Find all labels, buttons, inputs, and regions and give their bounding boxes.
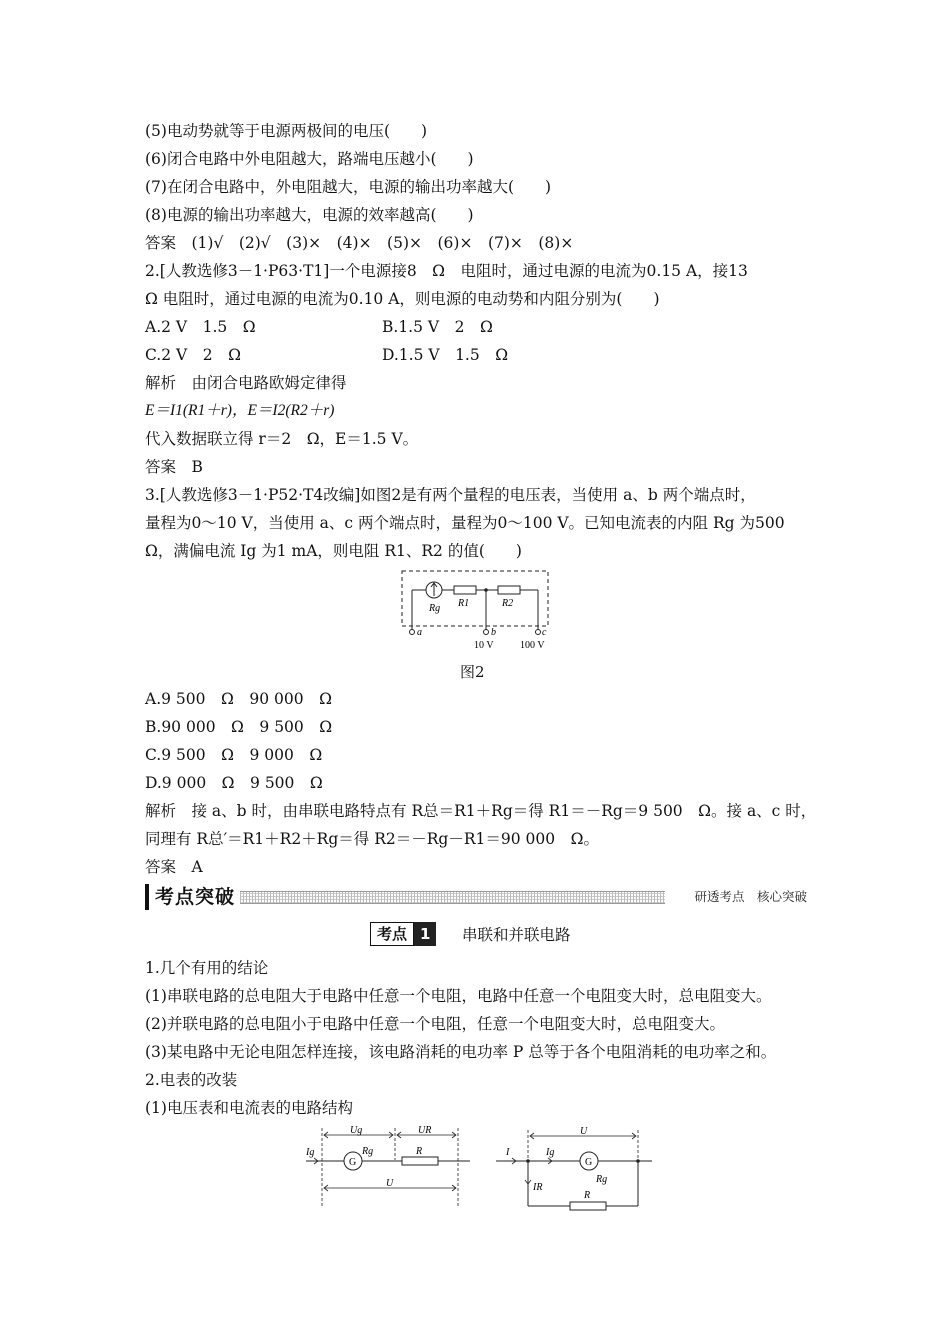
key-point-title: 串联和并联电路 xyxy=(462,926,571,944)
label-r-right: R xyxy=(584,1190,591,1201)
q3-analysis-line2: 同理有 R总′＝R1＋R2＋Rg＝得 R2＝－Rg－R1＝90 000 Ω。 xyxy=(145,830,599,848)
q3-option-c: C.9 500 Ω 9 000 Ω xyxy=(145,746,323,764)
q3-answer: 答案 A xyxy=(145,858,203,876)
q3-stem-line1: 3.[人教选修3－1·P52·T4改编]如图2是有两个量程的电压表，当使用 a、b 两个端点时， xyxy=(145,486,756,504)
key-point-number: 1 xyxy=(414,922,436,946)
resistor-r2 xyxy=(498,586,520,594)
q3-stem-line2: 量程为0～10 V，当使用 a、c 两个端点时，量程为0～100 V。已知电流表的内阻 Rg 为500 xyxy=(145,514,785,532)
dashed-boundary xyxy=(402,571,548,626)
label-u-left: U xyxy=(386,1178,394,1189)
label-r2: R2 xyxy=(502,598,514,609)
label-ur: UR xyxy=(418,1125,432,1136)
q3-option-b: B.90 000 Ω 9 500 Ω xyxy=(145,718,333,736)
statement-5: (5)电动势就等于电源两极间的电压( ) xyxy=(145,122,428,140)
q2-stem-line1: 2.[人教选修3－1·P63·T1]一个电源接8 Ω 电阻时，通过电源的电流为0.15 A，接13 xyxy=(145,262,748,280)
label-r-left: R xyxy=(416,1146,423,1157)
q2-answer: 答案 B xyxy=(145,458,203,476)
meter-circuit-structure: (1)电压表和电流表的电路结构 xyxy=(145,1099,353,1117)
label-i: I xyxy=(506,1147,510,1158)
banner-decoration xyxy=(240,891,665,904)
conclusion-3: (3)某电路中无论电阻怎样连接，该电路消耗的电功率 P 总等于各个电阻消耗的电功率之和。 xyxy=(145,1043,777,1061)
heading-meter-modification: 2.电表的改装 xyxy=(145,1071,238,1089)
figure-2-caption: 图2 xyxy=(460,663,485,681)
key-point-badge xyxy=(370,922,436,946)
q2-option-c: C.2 V 2 Ω xyxy=(145,346,241,364)
label-rg-right: Rg xyxy=(596,1174,608,1185)
statement-8: (8)电源的输出功率越大，电源的效率越高( ) xyxy=(145,206,474,224)
label-ir: IR xyxy=(533,1182,543,1193)
label-rg-left: Rg xyxy=(362,1146,374,1157)
key-point-label: 考点 xyxy=(370,922,414,946)
label-c: c xyxy=(542,627,547,638)
terminal-b xyxy=(484,630,489,635)
terminal-c xyxy=(536,630,541,635)
section-banner xyxy=(145,884,815,910)
statement-6: (6)闭合电路中外电阻越大，路端电压越小( ) xyxy=(145,150,474,168)
terminal-a xyxy=(410,630,415,635)
section-title: 考点突破 xyxy=(145,884,241,910)
resistor-r1 xyxy=(454,586,476,594)
label-r1: R1 xyxy=(458,598,470,609)
conclusion-1: (1)串联电路的总电阻大于电路中任意一个电阻，电路中任意一个电阻变大时，总电阻变大。 xyxy=(145,987,772,1005)
q3-option-d: D.9 000 Ω 9 500 Ω xyxy=(145,774,323,792)
section-subtitle: 研透考点 核心突破 xyxy=(694,889,807,904)
meter-circuit-diagrams xyxy=(300,1124,660,1216)
q3-analysis-line1: 解析 接 a、b 时，由串联电路特点有 R总＝R1＋Rg＝得 R1＝－Rg＝9 500 Ω。接 a、c 时， xyxy=(145,802,817,820)
label-g-left: G xyxy=(349,1157,357,1168)
q2-option-b: B.1.5 V 2 Ω xyxy=(382,318,493,336)
label-b: b xyxy=(491,627,496,638)
label-ig-left: Ig xyxy=(306,1147,315,1158)
q2-equation-1: E＝I1(R1＋r)，E＝I2(R2＋r) xyxy=(145,402,335,419)
label-u-right: U xyxy=(580,1126,588,1137)
resistor-parallel xyxy=(570,1202,606,1210)
figure-2-voltmeter-diagram xyxy=(398,568,554,656)
q2-equation-2: 代入数据联立得 r＝2 Ω，E＝1.5 V。 xyxy=(145,430,419,448)
conclusion-2: (2)并联电路的总电阻小于电路中任意一个电阻，任意一个电阻变大时，总电阻变大。 xyxy=(145,1015,725,1033)
label-ug: Ug xyxy=(350,1125,363,1136)
q1-answer: 答案 (1)√ (2)√ (3)× (4)× (5)× (6)× (7)× (8)× xyxy=(145,234,574,252)
heading-useful-conclusions: 1.几个有用的结论 xyxy=(145,959,269,977)
q2-option-d: D.1.5 V 1.5 Ω xyxy=(382,346,509,364)
resistor-series xyxy=(402,1157,438,1165)
label-rg: Rg xyxy=(429,603,441,614)
label-10v: 10 V xyxy=(474,640,494,651)
q2-analysis: 解析 由闭合电路欧姆定律得 xyxy=(145,374,347,392)
statement-7: (7)在闭合电路中，外电阻越大，电源的输出功率越大( ) xyxy=(145,178,552,196)
q2-option-a: A.2 V 1.5 Ω xyxy=(145,318,256,336)
label-ig-right: Ig xyxy=(546,1147,555,1158)
q3-option-a: A.9 500 Ω 90 000 Ω xyxy=(145,690,332,708)
q2-stem-line2: Ω 电阻时，通过电源的电流为0.10 A，则电源的电动势和内阻分别为( ) xyxy=(145,290,660,308)
label-100v: 100 V xyxy=(520,640,545,651)
label-g-right: G xyxy=(585,1157,593,1168)
q3-stem-line3: Ω，满偏电流 Ig 为1 mA，则电阻 R1、R2 的值( ) xyxy=(145,542,522,560)
label-a: a xyxy=(417,627,422,638)
